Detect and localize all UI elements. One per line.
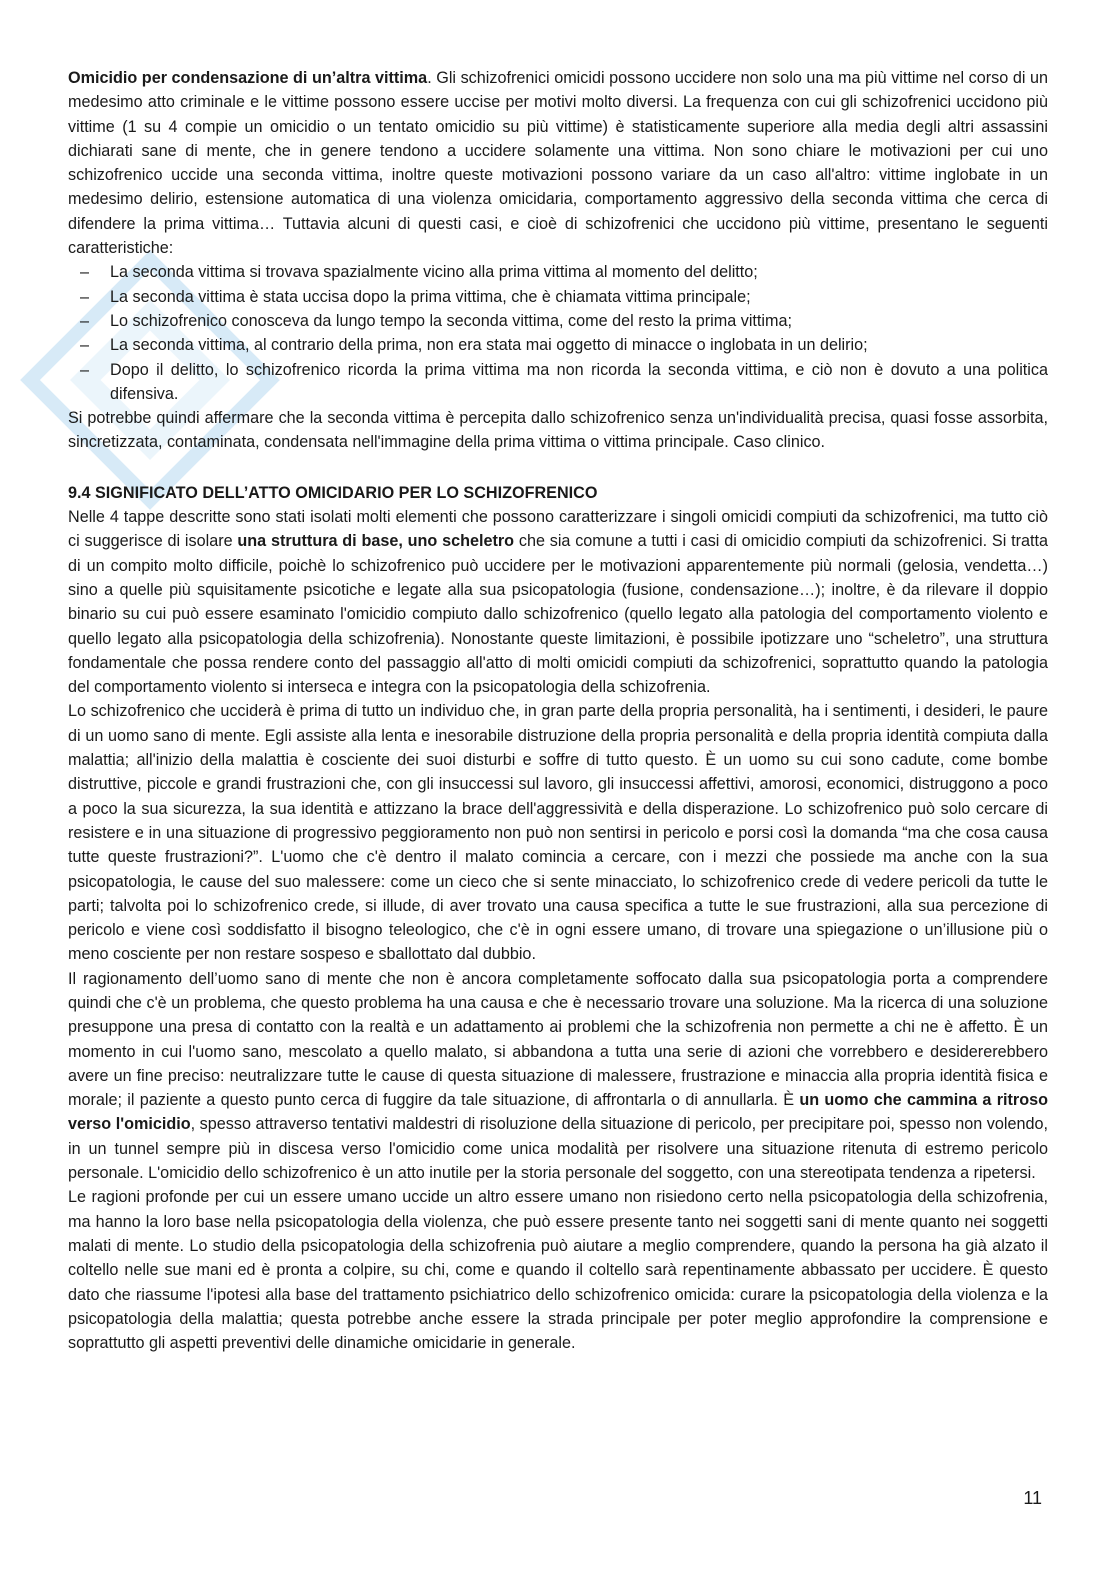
- section-paragraph-4: Le ragioni profonde per cui un essere umano uccide un altro essere umano non risiedono certo nella psicopatologia della schizofrenia, ma hanno la loro base nella psicopatologia della violenza, che può essere presente tanto nei soggetti sani di mente quanto nei soggetti malati di mente. Lo studio della psicopatologia della schizofrenia può aiutare a meglio comprendere, quando la persona ha già alzato il coltello nelle sue mani ed è pronta a colpire, su chi, come e quando il coltello sarà repentinamente abbassato per uccidere. È questo dato che riassume l'ipotesi alla base del trattamento psichiatrico dello schizofrenico omicida: curare la psicopatologia della violenza e la psicopatologia della malattia; questa potrebbe anche essere la strada principale per poter meglio approfondire la comprensione e soprattutto gli aspetti preventivi delle dinamiche omicidarie in generale.: [68, 1188, 1048, 1353]
- list-item: – La seconda vittima si trovava spazialmente vicino alla prima vittima al momento del delitto;: [68, 260, 1048, 284]
- p3-text-a: Il ragionamento dell’uomo sano di mente che non è ancora completamente soffocato dalla sua psicopatologia porta a comprendere quindi che c'è un problema, che questo problema ha una causa e che è necessario trovare una soluzione. Ma la ricerca di una soluzione presuppone una presa di contatto con la realtà e un adattamento ai problemi che la schizofrenia non permette a chi ne è affetto. È un momento in cui l'uomo sano, mescolato a quello malato, si abbandona a tutta una serie di azioni che vorrebbero e desidererebbero avere un fine preciso: neutralizzare tutte le cause di questa situazione di malessere, frustrazione e minaccia alla propria identità fisica e morale; il paziente a questo punto cerca di fuggire da tale situazione, di affrontarla o di annullarla. È: [68, 969, 1048, 1110]
- list-item: – Lo schizofrenico conosceva da lungo tempo la seconda vittima, come del resto la prima vittima;: [68, 309, 1048, 333]
- section-paragraph-3: [68, 967, 1048, 1186]
- p1-text-a: Nelle 4 tappe descritte sono stati isolati molti elementi che possono caratterizzare i singoli omicidi compiuti da schizofrenici, ma tutto ciò ci suggerisce di isolare: [68, 508, 1048, 551]
- p3-bold: un uomo che cammina a ritroso verso l'omicidio: [68, 1091, 1048, 1134]
- intro-lead-bold: Omicidio per condensazione di un’altra vittima: [68, 69, 428, 87]
- list-item: – Dopo il delitto, lo schizofrenico ricorda la prima vittima ma non ricorda la seconda vittima, e ciò non è dovuto a una politica difensiva.: [68, 358, 1048, 407]
- p3-text-b: , spesso attraverso tentativi maldestri di risoluzione della situazione di pericolo, per precipitare poi, spesso non volendo, in un tunnel sempre più in discesa verso l'omicidio come unica modalità per risolvere una situazione ritenuta di estremo pericolo personale. L'omicidio dello schizofrenico è un atto inutile per la storia personale del soggetto, con una stereotipata tendenza a ripetersi.: [68, 1115, 1048, 1183]
- section-heading: 9.4 SIGNIFICATO DELL’ATTO OMICIDARIO PER LO SCHIZOFRENICO: [68, 483, 598, 502]
- p1-text-b: che sia comune a tutti i casi di omicidio compiuti da schizofrenici. Si tratta di un compito molto difficile, poichè lo schizofrenico può uccidere per le motivazioni apparentemente più normali (gelosia, vendetta…) sino a quelle più squisitamente psicotiche e legate alla sua psicopatologia (fusione, condensazione…); inoltre, è da rilevare il doppio binario su cui può essere esaminato l'omicidio compiuto dallo schizofrenico (quello legato alla patologia del comportamento violento e quello legato alla psicopatologia della schizofrenia). Nonostante queste limitazioni, è possibile ipotizzare uno “scheletro”, una struttura fondamentale che possa rendere conto del passaggio all'atto di molti omicidi compiuti da schizofrenici, soprattutto quando la patologia del comportamento violento si interseca e integra con la psicopatologia della schizofrenia.: [68, 532, 1048, 697]
- list-item: – La seconda vittima è stata uccisa dopo la prima vittima, che è chiamata vittima principale;: [68, 285, 1048, 309]
- list-item: – La seconda vittima, al contrario della prima, non era stata mai oggetto di minacce o inglobata in un delirio;: [68, 333, 1048, 357]
- conclusion-paragraph: Si potrebbe quindi affermare che la seconda vittima è percepita dallo schizofrenico senza un'individualità precisa, quasi fosse assorbita, sincretizzata, contaminata, condensata nell'immagine della prima vittima o vittima principale. Caso clinico.: [68, 409, 1048, 452]
- p1-bold: una struttura di base, uno scheletro: [237, 532, 515, 551]
- intro-paragraph: [68, 66, 1048, 260]
- document-body: [68, 66, 1048, 1355]
- section-paragraph-2: Lo schizofrenico che ucciderà è prima di tutto un individuo che, in gran parte della propria personalità, ha i sentimenti, i desideri, le paure di un uomo sano di mente. Egli assiste alla lenta e inesorabile distruzione della propria personalità e della propria identità compiuta dalla malattia; all'inizio della malattia è cosciente dei suoi disturbi e soffre di tutto questo. È un uomo su cui sono cadute, come bombe distruttive, piccole e grandi frustrazioni che, con gli insuccessi sul lavoro, gli insuccessi affettivi, amorosi, economici, distruggono a poco a poco la sua sicurezza, la sua identità e attizzano la brace dell'aggressività e della disperazione. Lo schizofrenico può solo cercare di resistere e in una situazione di progressivo peggioramento non può non sentirsi in pericolo e porsi così la domanda “ma che cosa causa tutte queste frustrazioni?”. L'uomo che c'è dentro il malato comincia a cercare, con i mezzi che possiede ma anche con la sua psicopatologia, le cause del suo malessere: come un cieco che si sente minacciato, lo schizofrenico crede di vedere pericoli da tutte le parti; talvolta poi lo schizofrenico crede, si illude, di aver trovato una causa specifica a tutte le sue frustrazioni, alla sua percezione di pericolo e viene così soddisfatto il bisogno teleologico, che c'è in ogni essere umano, di trovare una spiegazione o un’illusione più o meno cosciente per non restare sospeso e sballottato dal dubbio.: [68, 702, 1048, 964]
- section-paragraph-1: [68, 505, 1048, 699]
- intro-text: . Gli schizofrenici omicidi possono uccidere non solo una ma più vittime nel corso di un medesimo atto criminale e le vittime possono essere uccise per motivi molto diversi. La frequenza con cui gli schizofrenici uccidono più vittime (1 su 4 compie un omicidio o un tentato omicidio su più vittime) è statisticamente superiore alla media degli altri assassini dichiarati sane di mente, che in genere tendono a uccidere solamente una vittima. Non sono chiare le motivazioni per cui uno schizofrenico uccide una seconda vittima, inoltre queste motivazioni possono variare da un caso all'altro: vittime inglobate in un medesimo delirio, estensione automatica di una violenza omicidaria, comportamento aggressivo della seconda vittima che cerca di difendere la prima vittima… Tuttavia alcuni di questi casi, e cioè di schizofrenici che uccidono più vittime, presentano le seguenti caratteristiche:: [68, 69, 1048, 258]
- characteristics-list: [68, 260, 1048, 406]
- page-number: 11: [1023, 1488, 1042, 1508]
